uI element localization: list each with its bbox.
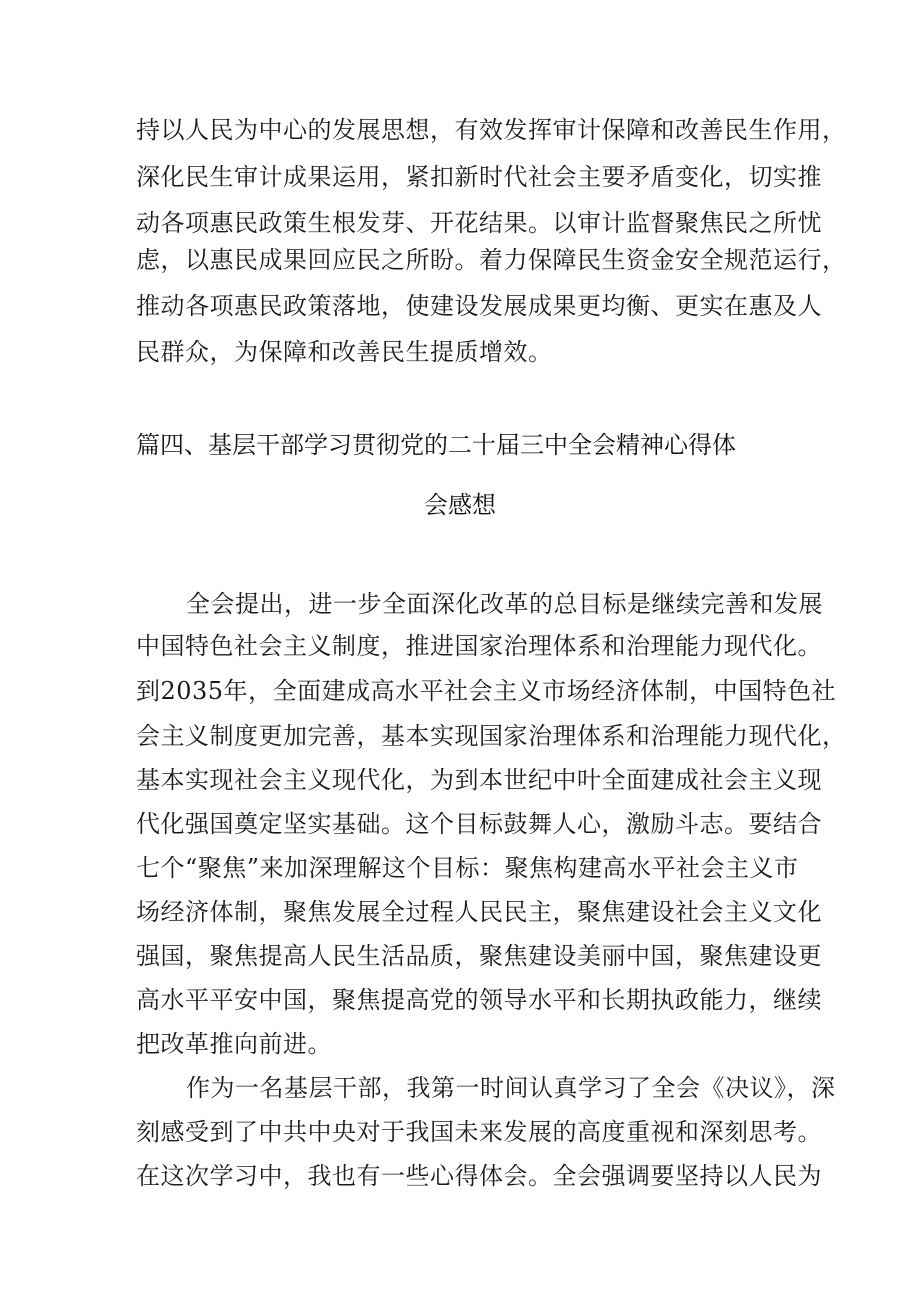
intro-line: 民群众，为保障和改善民生提质增效。 bbox=[136, 338, 553, 366]
paragraph-line: 高水平平安中国，聚焦提高党的领导水平和长期执政能力，继续 bbox=[136, 986, 822, 1014]
paragraph-line: 中国特色社会主义制度，推进国家治理体系和治理能力现代化。 bbox=[136, 632, 822, 660]
intro-line: 深化民生审计成果运用，紧扣新时代社会主要矛盾变化，切实推 bbox=[136, 163, 822, 191]
paragraph-line: 在这次学习中，我也有一些心得体会。全会强调要坚持以人民为 bbox=[136, 1162, 822, 1190]
paragraph-line: 刻感受到了中共中央对于我国未来发展的高度重视和深刻思考。 bbox=[136, 1118, 822, 1146]
paragraph-line: 把改革推向前进。 bbox=[136, 1030, 332, 1058]
paragraph-line: 七个“聚焦”来加深理解这个目标：聚焦构建高水平社会主义市 bbox=[136, 854, 799, 882]
intro-line: 虑，以惠民成果回应民之所盼。着力保障民生资金安全规范运行， bbox=[136, 246, 847, 274]
paragraph-line: 会主义制度更加完善，基本实现国家治理体系和治理能力现代化， bbox=[136, 722, 847, 750]
intro-line: 推动各项惠民政策落地，使建设发展成果更均衡、更实在惠及人 bbox=[136, 292, 822, 320]
section-title-line-2: 会感想 bbox=[424, 491, 496, 519]
section-title-line-1: 篇四、基层干部学习贯彻党的二十届三中全会精神心得体 bbox=[136, 431, 736, 459]
paragraph-line: 基本实现社会主义现代化，为到本世纪中叶全面建成社会主义现 bbox=[136, 766, 822, 794]
paragraph-first-line: 全会提出，进一步全面深化改革的总目标是继续完善和发展 bbox=[186, 590, 823, 618]
paragraph-line: 到2035年，全面建成高水平社会主义市场经济体制，中国特色社 bbox=[136, 677, 837, 705]
paragraph-first-line: 作为一名基层干部，我第一时间认真学习了全会《决议》，深 bbox=[186, 1074, 836, 1102]
intro-line: 持以人民为中心的发展思想，有效发挥审计保障和改善民生作用， bbox=[136, 116, 847, 144]
paragraph-line: 强国，聚焦提高人民生活品质，聚焦建设美丽中国，聚焦建设更 bbox=[136, 942, 822, 970]
paragraph-line: 代化强国奠定坚实基础。这个目标鼓舞人心，激励斗志。要结合 bbox=[136, 810, 822, 838]
intro-line: 动各项惠民政策生根发芽、开花结果。以审计监督聚焦民之所忧 bbox=[136, 209, 822, 237]
paragraph-line: 场经济体制，聚焦发展全过程人民民主，聚焦建设社会主义文化 bbox=[136, 898, 822, 926]
